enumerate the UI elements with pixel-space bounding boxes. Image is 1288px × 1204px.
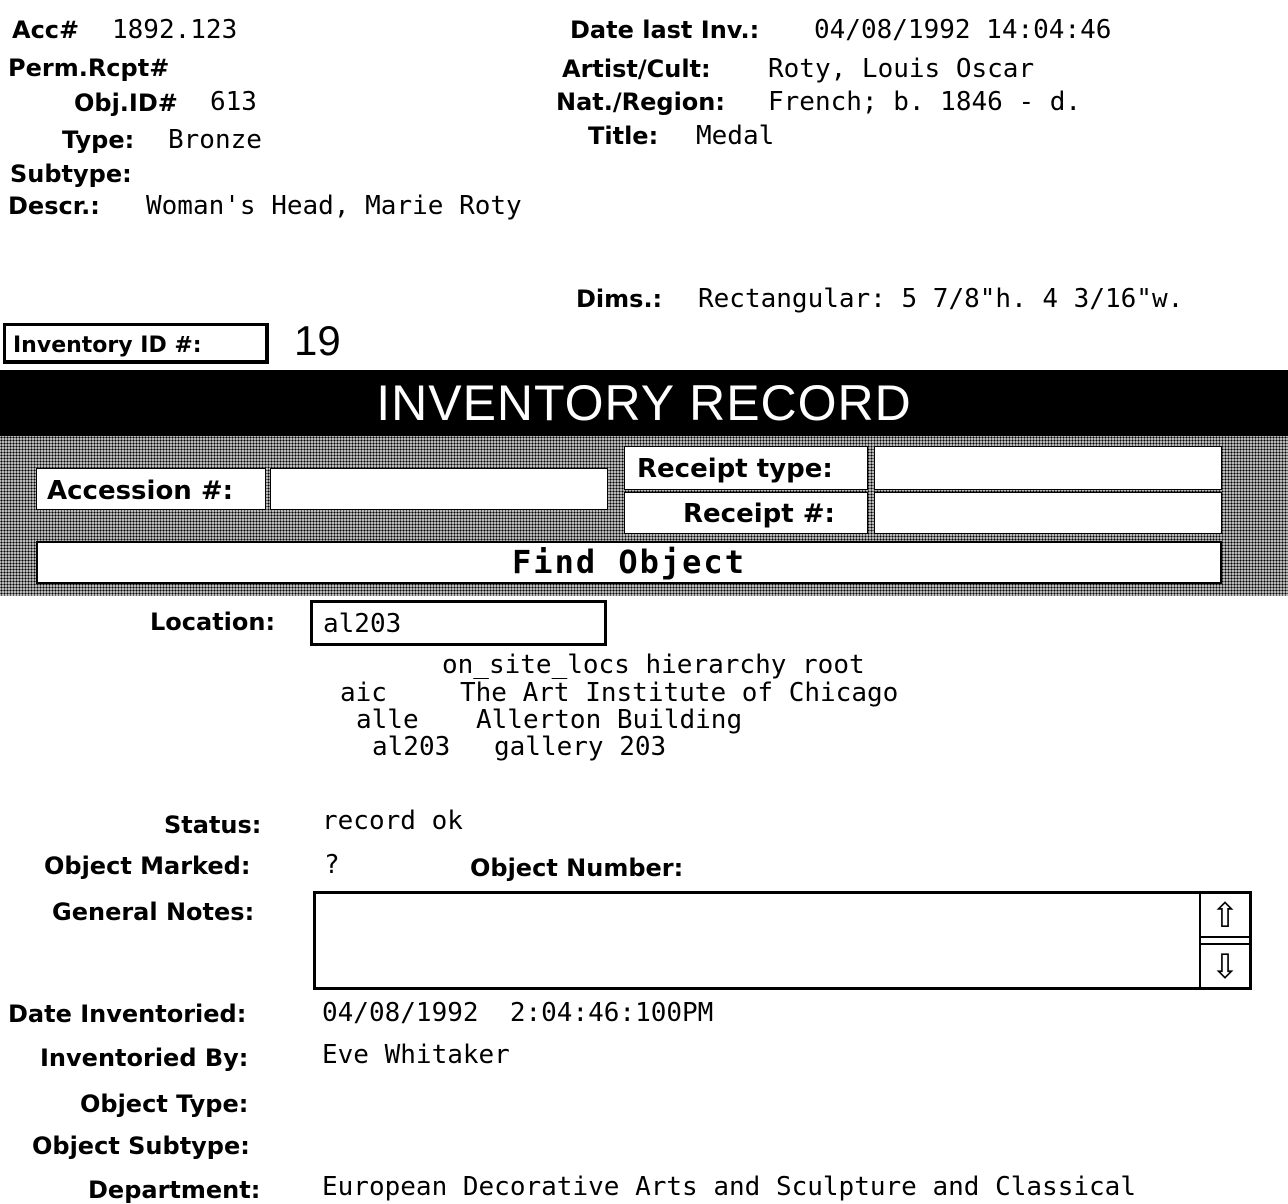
nat-region-label: Nat./Region: bbox=[556, 88, 725, 116]
inventory-record-banner: INVENTORY RECORD bbox=[0, 370, 1288, 436]
inventory-id-label: Inventory ID #: bbox=[13, 333, 202, 358]
hierarchy-root: on_site_locs hierarchy root bbox=[442, 650, 865, 680]
status-value: record ok bbox=[322, 806, 463, 836]
hierarchy-code-al203: al203 bbox=[372, 732, 451, 762]
inventory-id-value: 19 bbox=[294, 317, 341, 364]
arrow-up-icon[interactable]: ⇧ bbox=[1201, 894, 1249, 938]
acc-value: 1892.123 bbox=[112, 15, 238, 45]
hierarchy-name-al203: gallery 203 bbox=[494, 732, 667, 762]
artist-value: Roty, Louis Oscar bbox=[768, 54, 1035, 84]
inventoried-by-value[interactable]: Eve Whitaker bbox=[322, 1040, 510, 1070]
object-number-label: Object Number: bbox=[470, 854, 684, 882]
inventoried-by-label: Inventoried By: bbox=[40, 1044, 249, 1072]
department-label: Department: bbox=[88, 1176, 261, 1204]
accession-input[interactable] bbox=[270, 468, 608, 510]
notes-scrollbar[interactable] bbox=[1199, 894, 1249, 987]
hierarchy-name-aic: The Art Institute of Chicago bbox=[460, 678, 899, 708]
acc-label: Acc# bbox=[12, 16, 80, 44]
date-last-inv-value: 04/08/1992 14:04:46 bbox=[814, 15, 1112, 45]
title-value: Medal bbox=[696, 121, 775, 151]
receipt-num-label: Receipt #: bbox=[683, 499, 835, 529]
receipt-num-label-box bbox=[624, 492, 868, 534]
perm-rcpt-label: Perm.Rcpt# bbox=[8, 54, 170, 82]
hierarchy-name-alle: Allerton Building bbox=[476, 705, 743, 735]
date-inventoried-label: Date Inventoried: bbox=[8, 1000, 247, 1028]
receipt-num-input[interactable] bbox=[874, 492, 1222, 534]
title-label: Title: bbox=[588, 122, 659, 150]
nat-region-value: French; b. 1846 - d. bbox=[768, 87, 1082, 117]
general-notes-label: General Notes: bbox=[52, 898, 255, 926]
type-label: Type: bbox=[62, 126, 135, 154]
artist-label: Artist/Cult: bbox=[562, 55, 711, 83]
general-notes-textarea[interactable] bbox=[313, 891, 1252, 990]
dims-value: Rectangular: 5 7/8"h. 4 3/16"w. bbox=[698, 284, 1184, 314]
location-input-value: al203 bbox=[323, 609, 402, 639]
object-subtype-label: Object Subtype: bbox=[32, 1132, 250, 1160]
find-object-button[interactable]: Find Object bbox=[36, 541, 1222, 584]
hierarchy-code-aic: aic bbox=[340, 678, 387, 708]
date-last-inv-label: Date last Inv.: bbox=[570, 16, 760, 44]
hierarchy-code-alle: alle bbox=[356, 705, 419, 735]
location-input[interactable] bbox=[310, 600, 607, 646]
accession-label: Accession #: bbox=[47, 476, 234, 506]
status-label: Status: bbox=[164, 811, 262, 839]
object-marked-label: Object Marked: bbox=[44, 852, 251, 880]
object-marked-value[interactable]: ? bbox=[324, 850, 340, 880]
inventory-id-box[interactable] bbox=[3, 323, 269, 364]
descr-label: Descr.: bbox=[8, 192, 100, 220]
accession-label-box bbox=[36, 468, 266, 510]
dims-label: Dims.: bbox=[576, 285, 663, 313]
receipt-type-input[interactable] bbox=[874, 446, 1222, 490]
type-value: Bronze bbox=[168, 125, 262, 155]
location-label: Location: bbox=[150, 608, 276, 636]
obj-id-value: 613 bbox=[210, 87, 257, 117]
department-value: European Decorative Arts and Sculpture and Classical bbox=[322, 1172, 1136, 1202]
subtype-label: Subtype: bbox=[10, 160, 132, 188]
receipt-type-label-box bbox=[624, 446, 868, 490]
object-type-label: Object Type: bbox=[80, 1090, 249, 1118]
obj-id-label: Obj.ID# bbox=[74, 89, 178, 117]
arrow-down-icon[interactable]: ⇩ bbox=[1201, 943, 1249, 987]
date-inventoried-value: 04/08/1992 2:04:46:100PM bbox=[322, 998, 714, 1028]
descr-value: Woman's Head, Marie Roty bbox=[146, 191, 522, 221]
receipt-type-label: Receipt type: bbox=[637, 454, 833, 484]
